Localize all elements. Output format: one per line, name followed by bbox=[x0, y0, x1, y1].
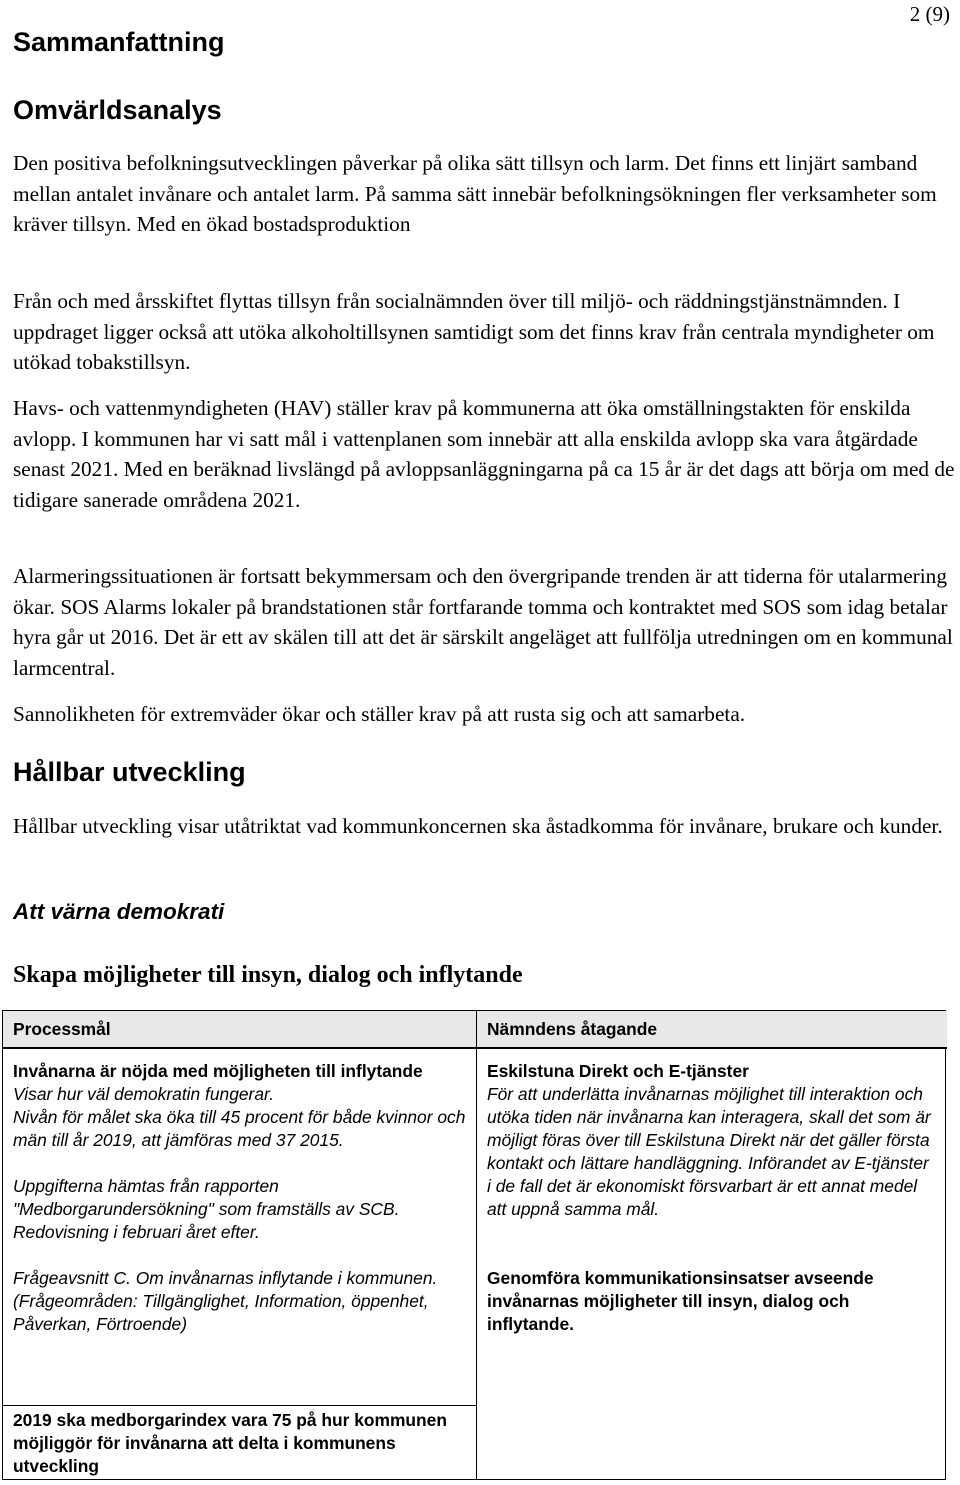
paragraph-sewage: Havs- och vattenmyndigheten (HAV) ställer krav på kommunerna att öka omställningstakten för enskilda avlopp. I kommunen har vi satt mål i vattenplanen som innebär att alla enskilda avlopp ska vara åtgärdade senast 2021. Med en beräknad livslängd på avloppsanläggningarna på ca 15 år är det dags att börja om med de tidigare sanerade områdena 2021. bbox=[13, 396, 955, 512]
column-header-process-goal: Processmål bbox=[3, 1011, 477, 1049]
process-goal-cell bbox=[3, 1060, 476, 1336]
heading-summary: Sammanfattning bbox=[13, 27, 225, 57]
heading-democracy: Att värna demokrati bbox=[13, 899, 225, 924]
paragraph-supervision-transfer: Från och med årsskiftet flyttas tillsyn från socialnämnden över till miljö- och räddningstjänstnämnden. I uppdraget ligger också att utöka alkoholtillsynen samtidigt som det finns krav från centrala myndigheter om utökad tobakstillsyn. bbox=[13, 289, 935, 374]
goals-table bbox=[2, 1010, 946, 1480]
commitment-communication: Genomföra kommunikationsinsatser avseende invånarnas möjligheter till insyn, dialog och inflytande. bbox=[487, 1268, 874, 1334]
goal-data-source: Uppgifterna hämtas från rapporten "Medborgarundersökning" som framställs av SCB. Redovisning i februari året efter. bbox=[13, 1176, 400, 1242]
paragraph-alarm: Alarmeringssituationen är fortsatt bekymmersam och den övergripande trenden är att tiderna för utalarmering ökar. SOS Alarms lokaler på brandstationen står fortfarande tomma och kontraktet med SOS som idag betalar hyra går ut 2016. Det är ett av skälen till att det är särskilt angeläget att fullfölja utredningen om en kommunal larmcentral. bbox=[13, 564, 953, 680]
goal-description: Visar hur väl demokratin fungerar. bbox=[13, 1084, 274, 1104]
goal-target-level: Nivån för målet ska öka till 45 procent för både kvinnor och män till år 2019, att jämföras med 37 2015. bbox=[13, 1107, 466, 1150]
page-number: 2 (9) bbox=[909, 2, 950, 26]
heading-insight-dialogue: Skapa möjligheter till insyn, dialog och inflytande bbox=[13, 962, 523, 988]
paragraph-sustainable: Hållbar utveckling visar utåtriktat vad kommunkoncernen ska åstadkomma för invånare, brukare och kunder. bbox=[13, 814, 943, 838]
goal-title: Invånarna är nöjda med möjligheten till inflytande bbox=[13, 1061, 423, 1081]
heading-environment-analysis: Omvärldsanalys bbox=[13, 95, 222, 125]
goal-question-section: Frågeavsnitt C. Om invånarnas inflytande i kommunen. (Frågeområden: Tillgänglighet, Information, öppenhet, Påverkan, Förtroende) bbox=[13, 1268, 438, 1334]
heading-sustainable-development: Hållbar utveckling bbox=[13, 757, 246, 787]
commitment-title-direct: Eskilstuna Direkt och E-tjänster bbox=[487, 1061, 749, 1081]
commitment-description-direct: För att underlätta invånarnas möjlighet till interaktion och utöka tiden när invånarna kan interagera, skall det som är möjligt föras över till Eskilstuna Direkt när det gäller första kontakt och lättare handläggning. Införandet av E-tjänster i de fall det är ekonomiskt försvarbart är ett annat medel att uppnå samma mål. bbox=[487, 1084, 931, 1219]
column-header-commitment: Nämndens åtagande bbox=[477, 1011, 947, 1049]
citizen-index-goal-cell: 2019 ska medborgarindex vara 75 på hur kommunen möjliggör för invånarna att delta i kommunens utveckling bbox=[3, 1405, 476, 1478]
commitment-cell-direct bbox=[477, 1060, 947, 1221]
paragraph-extreme-weather: Sannolikheten för extremväder ökar och ställer krav på att rusta sig och att samarbeta. bbox=[13, 702, 746, 726]
paragraph-population: Den positiva befolkningsutvecklingen påverkar på olika sätt tillsyn och larm. Det finns ett linjärt samband mellan antalet invånare och antalet larm. På samma sätt innebär befolkningsökningen fler verksamheter som kräver tillsyn. Med en ökad bostadsproduktion bbox=[13, 151, 937, 236]
